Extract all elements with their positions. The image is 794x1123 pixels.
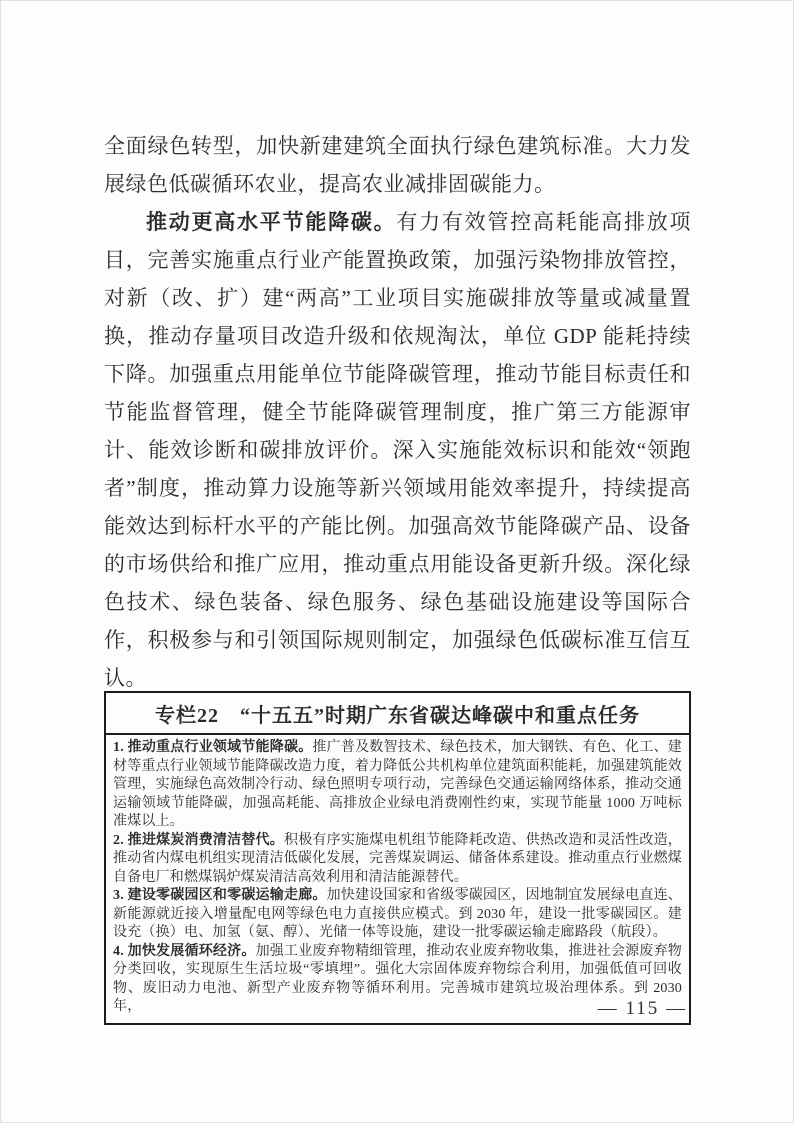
body-text: [104, 127, 691, 697]
box-item-2: [113, 832, 682, 888]
box-item-3-lead: 3. 建设零碳园区和零碳运输走廊。: [113, 888, 327, 903]
box-item-1: [113, 739, 682, 832]
box-content: [106, 735, 689, 1023]
box-item-3: [113, 887, 682, 943]
page-number: — 115 —: [597, 998, 687, 1019]
box-item-2-text: 积极有序实施煤电机组节能降耗改造、供热改造和灵活性改造，推动省内煤电机组实现清洁低碳化发展，完善煤炭调运、储备体系建设。推动重点行业燃煤自备电厂和燃煤锅炉煤炭清洁高效利用和清洁能源替代。: [113, 832, 682, 885]
box-title: 专栏22 “十五五”时期广东省碳达峰碳中和重点任务: [106, 693, 689, 735]
box-item-4-lead: 4. 加快发展循环经济。: [113, 943, 256, 959]
paragraph-bold-lead: 推动更高水平节能降碳。: [146, 210, 397, 234]
paragraph-body-text: 有力有效管控高耗能高排放项目，完善实施重点行业产能置换政策，加强污染物排放管控，对新（改、扩）建“两高”工业项目实施碳排放等量或减量置换，推动存量项目改造升级和依规淘汰，单位 GDP 能耗持续下降。加强重点用能单位节能降碳管理，推动节能目标责任和节能监督管理，健全节能降碳管理制度，推广第三方能源审计、能效诊断和碳排放评价。深入实施能效标识和能效“领跑者”制度，推动算力设施等新兴领域用能效率提升，持续提高能效达到标杆水平的产能比例。加强高效节能降碳产品、设备的市场供给和推广应用，推动重点用能设备更新升级。深化绿色技术、绿色装备、绿色服务、绿色基础设施建设等国际合作，积极参与和引领国际规则制定，加强绿色低碳标准互信互认。: [104, 210, 692, 690]
box-item-1-lead: 1. 推动重点行业领域节能降碳。: [113, 740, 313, 755]
box-item-4-text: 加强工业废弃物精细管理，推动农业废弃物收集，推进社会源废弃物分类回收，实现原生生活垃圾“零填埋”。强化大宗固体废弃物综合利用，加强低值可回收物、废旧动力电池、新型产业废弃物等循环利用。完善城市建筑垃圾治理体系。到 2030 年，: [113, 943, 683, 1014]
box-item-4: [113, 943, 682, 1017]
paragraph-energy-saving: [104, 203, 691, 697]
column-box-22: [104, 691, 691, 1025]
box-item-2-lead: 2. 推进煤炭消费清洁替代。: [113, 832, 284, 848]
paragraph-green-transition: 全面绿色转型，加快新建建筑全面执行绿色建筑标准。大力发展绿色低碳循环农业，提高农业减排固碳能力。: [104, 134, 691, 196]
box-item-3-text: 加快建设国家和省级零碳园区，因地制宜发展绿电直连、新能源就近接入增量配电网等绿色电力直接供应模式。到 2030 年，建设一批零碳园区。建设充（换）电、加氢（氨、醇）、光储一体等设施，建设一批零碳运输走廊路段（航段）。: [113, 888, 683, 940]
box-item-1-text: 推广普及数智技术、绿色技术，加大钢铁、有色、化工、建材等重点行业领域节能降碳改造力度，着力降低公共机构单位建筑面积能耗，加强建筑能效管理，实施绿色高效制冷行动、绿色照明专项行动，完善绿色交通运输网络体系，推动交通运输领域节能降碳，加强高耗能、高排放企业绿电消费刚性约束，实现节能量 1000 万吨标准煤以上。: [113, 740, 683, 829]
